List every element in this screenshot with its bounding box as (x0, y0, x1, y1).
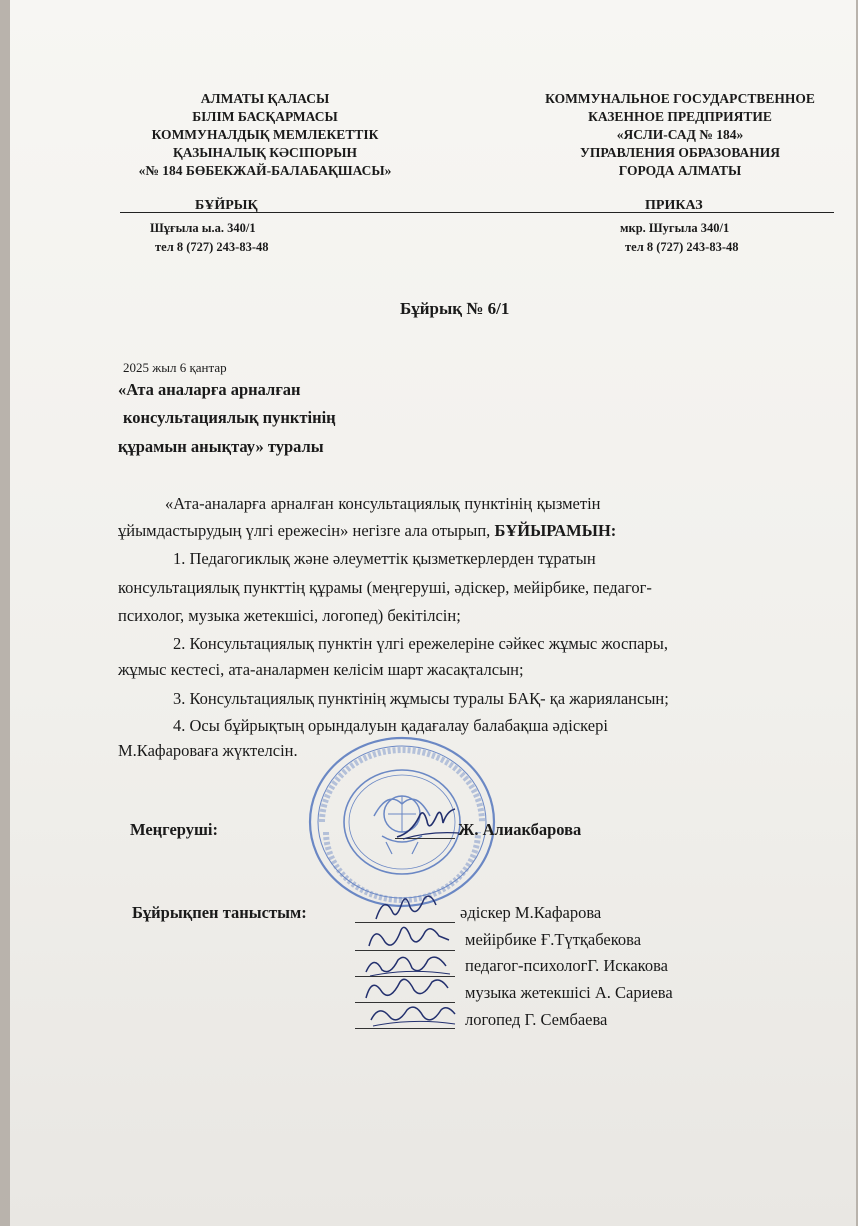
doc-type-russian: ПРИКАЗ (645, 198, 703, 213)
address-russian: мкр. Шугыла 340/1 (620, 221, 730, 235)
staff-name: педагог-психологГ. Искакова (465, 956, 668, 975)
header-divider (120, 212, 834, 213)
header-left-line: «№ 184 БӨБЕКЖАЙ-БАЛАБАҚШАСЫ» (138, 163, 392, 178)
item-4: 4. Осы бұйрықтың орындалуын қадағалау балабақша әдіскері (173, 716, 608, 735)
preamble-line (118, 521, 616, 541)
header-right-line: УПРАВЛЕНИЯ ОБРАЗОВАНИЯ (580, 145, 780, 160)
preamble-line: «Ата-аналарға арналған консультациялық пунктінің қызметін (165, 494, 601, 513)
header-right-line: КАЗЕННОЕ ПРЕДПРИЯТИЕ (588, 109, 772, 124)
subject-line: құрамын анықтау» туралы (118, 437, 324, 456)
head-name: Ж. Алиакбарова (458, 820, 582, 839)
staff-name: музыка жетекшісі А. Сариева (465, 983, 673, 1002)
doc-type-kazakh: БҰЙРЫҚ (195, 198, 258, 213)
order-keyword: БҰЙЫРАМЫН: (494, 521, 617, 540)
subject-line: «Ата аналарға арналған (118, 380, 301, 399)
acquainted-label: Бұйрықпен таныстым: (132, 903, 307, 922)
item-2: 2. Консультациялық пунктін үлгі ережелеріне сәйкес жұмыс жоспары, (173, 634, 668, 653)
subject-line: консультациялық пунктінің (123, 408, 336, 427)
header-left-line: АЛМАТЫ ҚАЛАСЫ (200, 91, 330, 106)
item-1-cont: консультациялық пункттің құрамы (меңгеруші, әдіскер, мейірбике, педагог- (118, 578, 652, 597)
order-date: 2025 жыл 6 қантар (123, 360, 227, 375)
address-kazakh: Шұғыла ы.а. 340/1 (150, 221, 256, 235)
item-3: 3. Консультациялық пунктінің жұмысы туралы БАҚ- қа жариялансын; (173, 689, 669, 708)
staff-name: әдіскер М.Кафарова (460, 903, 602, 922)
header-left-line: БІЛІМ БАСҚАРМАСЫ (192, 109, 338, 124)
item-4-cont: М.Кафароваға жүктелсін. (118, 741, 298, 760)
phone-russian: тел 8 (727) 243-83-48 (625, 240, 739, 254)
staff-name: логопед Г. Сембаева (465, 1010, 608, 1029)
staff-signature (365, 998, 460, 1032)
item-1: 1. Педагогиклық және әлеуметтік қызметкерлерден тұратын (173, 549, 596, 568)
item-2-cont: жұмыс кестесі, ата-аналармен келісім шарт жасақталсын; (118, 660, 524, 679)
phone-kazakh: тел 8 (727) 243-83-48 (155, 240, 269, 254)
preamble-text: ұйымдастырудың үлгі ережесін» негізге ала отырып, (118, 521, 491, 540)
header-left-block (115, 90, 415, 180)
head-signature (393, 803, 465, 843)
header-right-line: «ЯСЛИ-САД № 184» (616, 127, 744, 142)
item-1-cont: психолог, музыка жетекшісі, логопед) бекітілсін; (118, 606, 461, 625)
header-left-line: ҚАЗЫНАЛЫҚ КӘСІПОРЫН (172, 145, 358, 160)
head-role: Меңгеруші: (130, 820, 219, 839)
order-title: Бұйрық № 6/1 (400, 299, 510, 318)
header-right-block (515, 90, 845, 180)
staff-name: мейірбике Ғ.Түтқабекова (465, 930, 642, 949)
header-right-line: ГОРОДА АЛМАТЫ (618, 163, 742, 178)
document-page (10, 0, 856, 1226)
header-left-line: КОММУНАЛДЫҚ МЕМЛЕКЕТТІК (151, 127, 379, 142)
header-right-line: КОММУНАЛЬНОЕ ГОСУДАРСТВЕННОЕ (545, 91, 815, 106)
